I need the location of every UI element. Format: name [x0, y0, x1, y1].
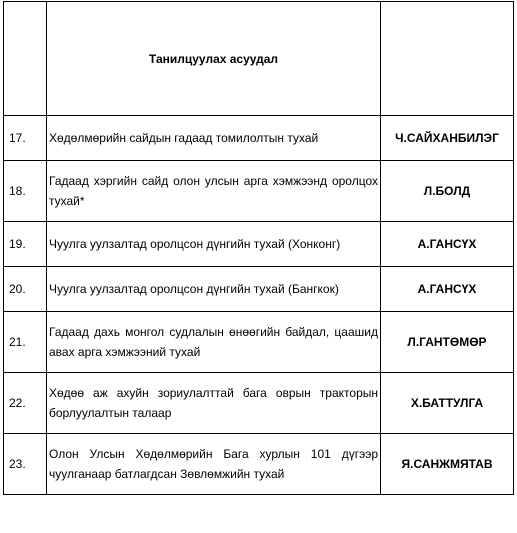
header-presenter-cell — [381, 2, 514, 116]
row-topic: Чуулга уулзалтад оролцсон дүнгийн тухай (Бангкок) — [47, 267, 381, 312]
table-header-row — [4, 2, 514, 116]
header-topic-title: Танилцуулах асуудал — [47, 2, 381, 116]
row-topic: Чуулга уулзалтад оролцсон дүнгийн тухай (Хонконг) — [47, 222, 381, 267]
table-row — [4, 161, 514, 222]
row-topic: Гадаад хэргийн сайд олон улсын арга хэмжээнд оролцох тухай* — [47, 161, 381, 222]
row-number: 23. — [4, 434, 47, 495]
row-presenter: Л.БОЛД — [381, 161, 514, 222]
row-number: 21. — [4, 312, 47, 373]
row-number: 18. — [4, 161, 47, 222]
row-presenter: А.ГАНСҮХ — [381, 222, 514, 267]
row-presenter: Я.САНЖМЯТАВ — [381, 434, 514, 495]
row-number: 20. — [4, 267, 47, 312]
table-row — [4, 373, 514, 434]
agenda-table — [3, 1, 514, 495]
table-row — [4, 222, 514, 267]
table-row — [4, 116, 514, 161]
row-presenter: А.ГАНСҮХ — [381, 267, 514, 312]
row-topic: Гадаад дахь монгол судлалын өнөөгийн байдал, цаашид авах арга хэмжээний тухай — [47, 312, 381, 373]
table-row — [4, 312, 514, 373]
row-number: 22. — [4, 373, 47, 434]
row-number: 19. — [4, 222, 47, 267]
table-row — [4, 434, 514, 495]
row-presenter: Л.ГАНТӨМӨР — [381, 312, 514, 373]
table-row — [4, 267, 514, 312]
row-topic: Олон Улсын Хөдөлмөрийн Бага хурлын 101 дүгээр чуулганаар батлагдсан Зөвлөмжийн тухай — [47, 434, 381, 495]
row-topic: Хөдөө аж ахуйн зориулалттай бага оврын тракторын борлуулалтын талаар — [47, 373, 381, 434]
row-topic: Хөдөлмөрийн сайдын гадаад томилолтын тухай — [47, 116, 381, 161]
row-number: 17. — [4, 116, 47, 161]
row-presenter: Х.БАТТУЛГА — [381, 373, 514, 434]
header-number-cell — [4, 2, 47, 116]
row-presenter: Ч.САЙХАНБИЛЭГ — [381, 116, 514, 161]
